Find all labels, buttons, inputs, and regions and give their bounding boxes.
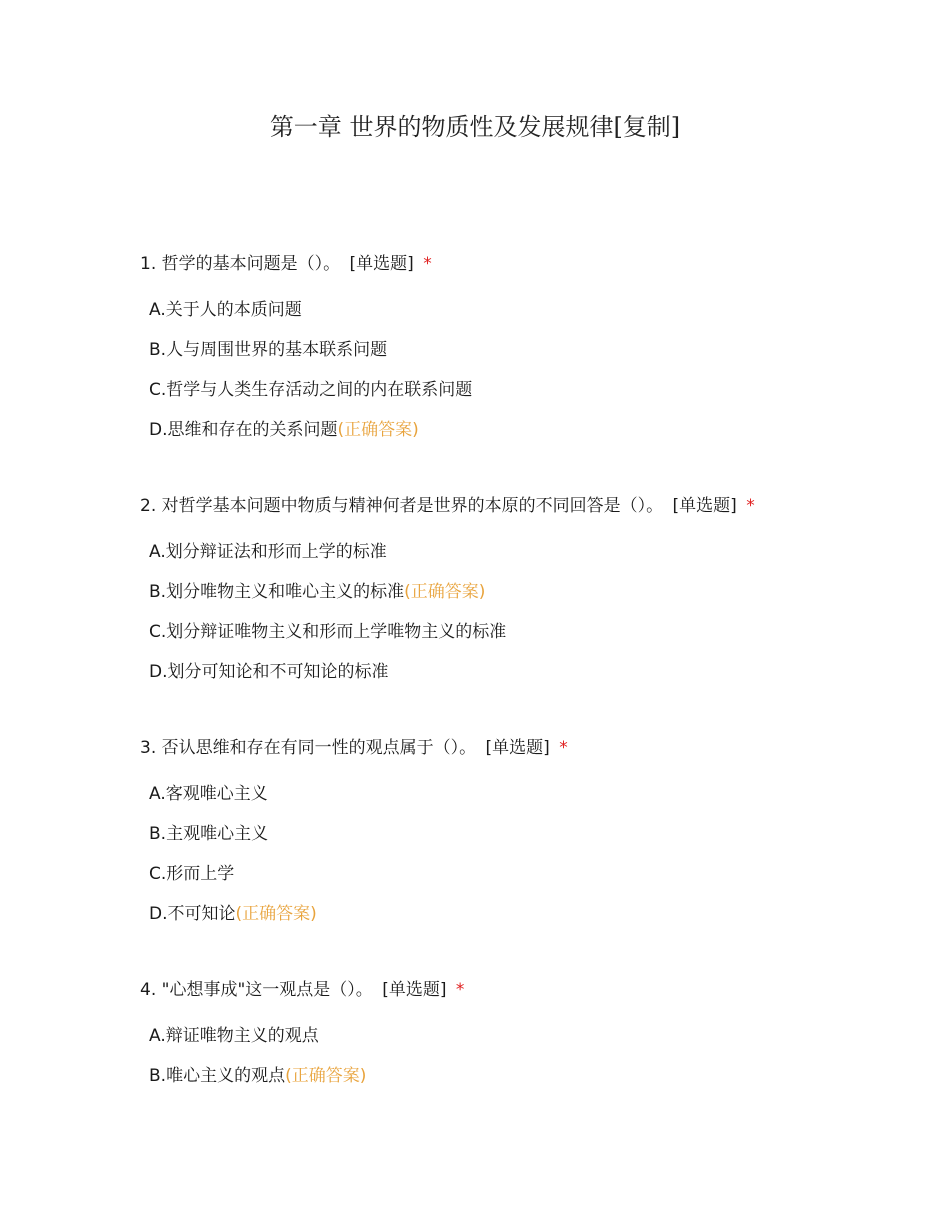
correct-answer-tag: (正确答案) xyxy=(235,904,317,924)
option-label: D.划分可知论和不可知论的标准 xyxy=(149,662,389,682)
option-label: B.划分唯物主义和唯心主义的标准 xyxy=(149,582,405,602)
question-stem xyxy=(140,494,920,518)
required-mark: * xyxy=(455,980,465,1000)
question-stem xyxy=(140,736,920,760)
option-label: B.主观唯心主义 xyxy=(149,824,269,844)
correct-answer-tag: (正确答案) xyxy=(337,420,419,440)
option-a xyxy=(149,540,920,564)
question-stem xyxy=(140,978,920,1002)
option-label: C.哲学与人类生存活动之间的内在联系问题 xyxy=(149,380,473,400)
question-number: 1. xyxy=(140,254,157,274)
question-type: [单选题] xyxy=(382,980,447,1000)
question-text: 对哲学基本问题中物质与精神何者是世界的本原的不同回答是（）。 xyxy=(161,496,664,516)
option-a xyxy=(149,298,920,322)
question-number: 4. xyxy=(140,980,157,1000)
required-mark: * xyxy=(559,738,568,758)
option-label: C.形而上学 xyxy=(149,864,235,884)
option-label: C.划分辩证唯物主义和形而上学唯物主义的标准 xyxy=(149,622,507,642)
correct-answer-tag: (正确答案) xyxy=(404,582,486,602)
required-mark: * xyxy=(746,496,755,516)
option-label: D.思维和存在的关系问题 xyxy=(149,420,338,440)
option-b xyxy=(149,822,920,846)
option-list xyxy=(140,1024,920,1088)
option-list xyxy=(140,782,920,926)
required-mark: * xyxy=(423,254,432,274)
question-text: 哲学的基本问题是（）。 xyxy=(161,254,341,274)
option-d xyxy=(149,660,920,684)
option-label: A.关于人的本质问题 xyxy=(149,300,302,320)
question-type: [单选题] xyxy=(672,496,737,516)
option-c xyxy=(149,862,920,886)
option-label: B.人与周围世界的基本联系问题 xyxy=(149,340,388,360)
option-label: B.唯心主义的观点 xyxy=(149,1066,286,1086)
question-2 xyxy=(140,494,920,700)
option-a xyxy=(149,1024,920,1048)
option-b xyxy=(149,580,920,604)
option-d xyxy=(149,902,920,926)
option-label: A.客观唯心主义 xyxy=(149,784,268,804)
option-list xyxy=(140,540,920,684)
question-text: "心想事成"这一观点是（）。 xyxy=(161,980,373,1000)
option-label: A.划分辩证法和形而上学的标准 xyxy=(149,542,387,562)
option-c xyxy=(149,378,920,402)
option-label: A.辩证唯物主义的观点 xyxy=(149,1026,319,1046)
question-number: 2. xyxy=(140,496,157,516)
option-d xyxy=(149,418,920,442)
question-text: 否认思维和存在有同一性的观点属于（）。 xyxy=(161,738,477,758)
question-type: [单选题] xyxy=(485,738,550,758)
option-label: D.不可知论 xyxy=(149,904,236,924)
option-a xyxy=(149,782,920,806)
option-c xyxy=(149,620,920,644)
question-number: 3. xyxy=(140,738,157,758)
option-list xyxy=(140,298,920,442)
question-1 xyxy=(140,252,920,458)
correct-answer-tag: (正确答案) xyxy=(285,1066,367,1086)
question-3 xyxy=(140,736,920,942)
option-b xyxy=(149,338,920,362)
question-type: [单选题] xyxy=(349,254,414,274)
option-b xyxy=(149,1064,920,1088)
question-stem xyxy=(140,252,920,276)
page-title: 第一章 世界的物质性及发展规律[复制] xyxy=(269,113,681,141)
question-4 xyxy=(140,978,920,1104)
